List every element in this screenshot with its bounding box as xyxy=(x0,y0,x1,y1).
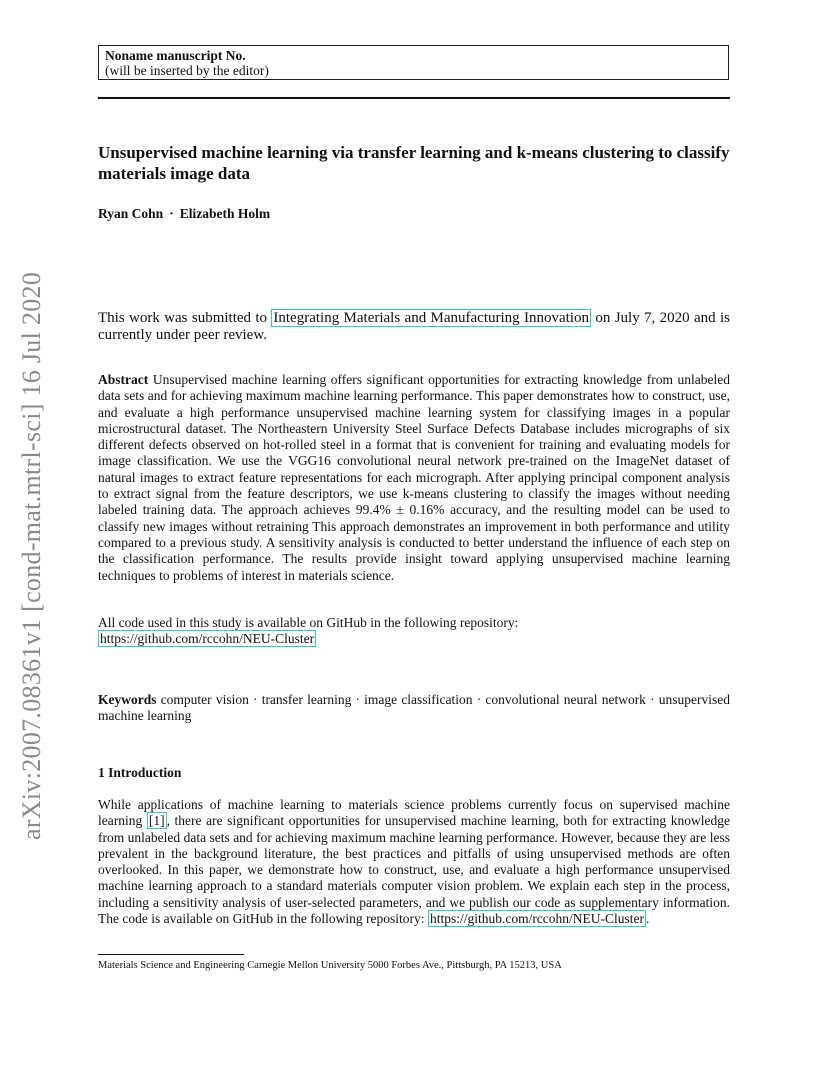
footnote-rule xyxy=(98,954,244,955)
header-rule xyxy=(98,97,730,99)
author-name: Ryan Cohn xyxy=(98,206,164,221)
submission-note xyxy=(98,310,730,344)
submission-suffix: on July 7, 2020 and is currently under peer review. xyxy=(98,310,731,343)
keywords-label: Keywords xyxy=(98,692,157,707)
intro-text-1: While applications of machine learning to materials science problems currently focus on supervised machine learning xyxy=(98,797,730,829)
author-separator: · xyxy=(169,206,174,221)
section-number: 1 xyxy=(98,765,105,780)
abstract-text: Unsupervised machine learning offers significant opportunities for extracting knowledge from unlabeled data sets and for achieving maximum machine learning performance. This paper demonstrates how to construct, use, and evaluate a high performance unsupervised machine learning system for classifying images in a popular microstructural dataset. The Northeastern University Steel Surface Defects Database includes micrographs of six different defects observed on hot-rolled steel in a format that is convenient for training and evaluating models for image classification. We use the VGG16 convolutional neural network pre-trained on the ImageNet dataset of natural images to extract feature representations for each micrograph. After applying principal component analysis to extract signal from the feature descriptors, we use k-means clustering to classify the images without needing labeled training data. The approach achieves 99.4% ± 0.16% accuracy, and the resulting model can be used to classify new images without retraining This approach demonstrates an improvement in both performance and utility compared to a previous study. A sensitivity analysis is conducted to better understand the influence of each step on the classification performance. The results provide insight toward applying unsupervised machine learning techniques to problems of interest in materials science. xyxy=(98,372,730,583)
abstract xyxy=(98,372,730,584)
keywords-text: computer vision · transfer learning · image classification · convolutional neural network · unsupervised machine learning xyxy=(98,692,731,724)
author-name: Elizabeth Holm xyxy=(179,206,271,221)
section-heading xyxy=(98,765,181,781)
github-link[interactable]: https://github.com/rccohn/NEU-Cluster xyxy=(429,911,645,927)
paper-title: Unsupervised machine learning via transfer learning and k-means clustering to classify materials image data xyxy=(98,143,730,183)
introduction-paragraph xyxy=(98,797,730,927)
affiliation-footnote: Materials Science and Engineering Carnegie Mellon University 5000 Forbes Ave., Pittsburgh, PA 15213, USA xyxy=(98,960,562,971)
intro-end: . xyxy=(646,911,650,927)
code-availability xyxy=(98,615,730,648)
github-link[interactable]: https://github.com/rccohn/NEU-Cluster xyxy=(100,631,315,647)
editor-note: (will be inserted by the editor) xyxy=(105,63,269,78)
keywords xyxy=(98,692,730,725)
author-list xyxy=(98,206,270,222)
citation-link[interactable]: [1] xyxy=(148,813,165,829)
code-availability-text: All code used in this study is available on GitHub in the following repository: xyxy=(98,615,519,630)
manuscript-number: Noname manuscript No. xyxy=(105,48,246,63)
arxiv-identifier: arXiv:2007.08361v1 [cond-mat.mtrl-sci] 16 Jul 2020 xyxy=(17,271,46,840)
manuscript-header-box xyxy=(98,45,729,80)
abstract-label: Abstract xyxy=(98,372,149,387)
intro-text-2: , there are significant opportunities for unsupervised machine learning, both for extracting knowledge from unlabeled data sets and for achieving maximum machine learning performance. However, because they are less prevalent in the background literature, the best practices and pitfalls of using unsupervised methods are often overlooked. In this paper, we demonstrate how to construct, use, and evaluate a high performance unsupervised machine learning approach to a standard materials computer vision problem. We explain each step in the process, including a sensitivity analysis of user-selected parameters, and we publish our code as supplementary information. The code is available on GitHub in the following repository: xyxy=(98,813,731,927)
submission-prefix: This work was submitted to xyxy=(98,310,272,326)
section-title: Introduction xyxy=(108,765,182,780)
journal-link[interactable]: Integrating Materials and Manufacturing Innovation xyxy=(273,310,590,326)
